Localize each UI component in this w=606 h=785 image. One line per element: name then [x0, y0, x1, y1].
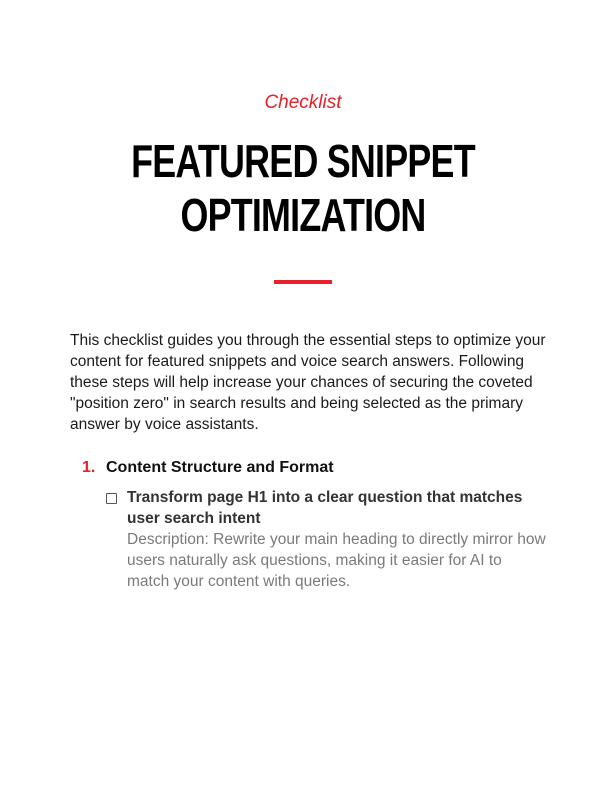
section-number: 1. [82, 459, 96, 476]
section-title: Content Structure and Format [106, 459, 334, 476]
checklist-item-description: Description: Rewrite your main heading to directly mirror how users naturally ask questions, making it easier for AI to match your content with queries. [127, 531, 546, 590]
page-title [67, 134, 540, 242]
title-line-2: OPTIMIZATION [180, 189, 426, 241]
accent-divider [274, 280, 332, 284]
checklist-item-title: Transform page H1 into a clear question that matches user search intent [127, 489, 523, 527]
checklist-kicker: Checklist [264, 92, 342, 113]
checkbox-icon[interactable] [106, 493, 117, 504]
title-line-1: FEATURED SNIPPET [131, 135, 475, 187]
section-heading [82, 459, 552, 477]
section-content-structure [82, 459, 552, 592]
intro-paragraph: This checklist guides you through the essential steps to optimize your content for featured snippets and voice search answers. Following these steps will help increase your chances of securing the coveted "position zero" in search results and being selected as the primary answer by voice assistants. [70, 332, 546, 433]
checklist-item [106, 487, 552, 592]
